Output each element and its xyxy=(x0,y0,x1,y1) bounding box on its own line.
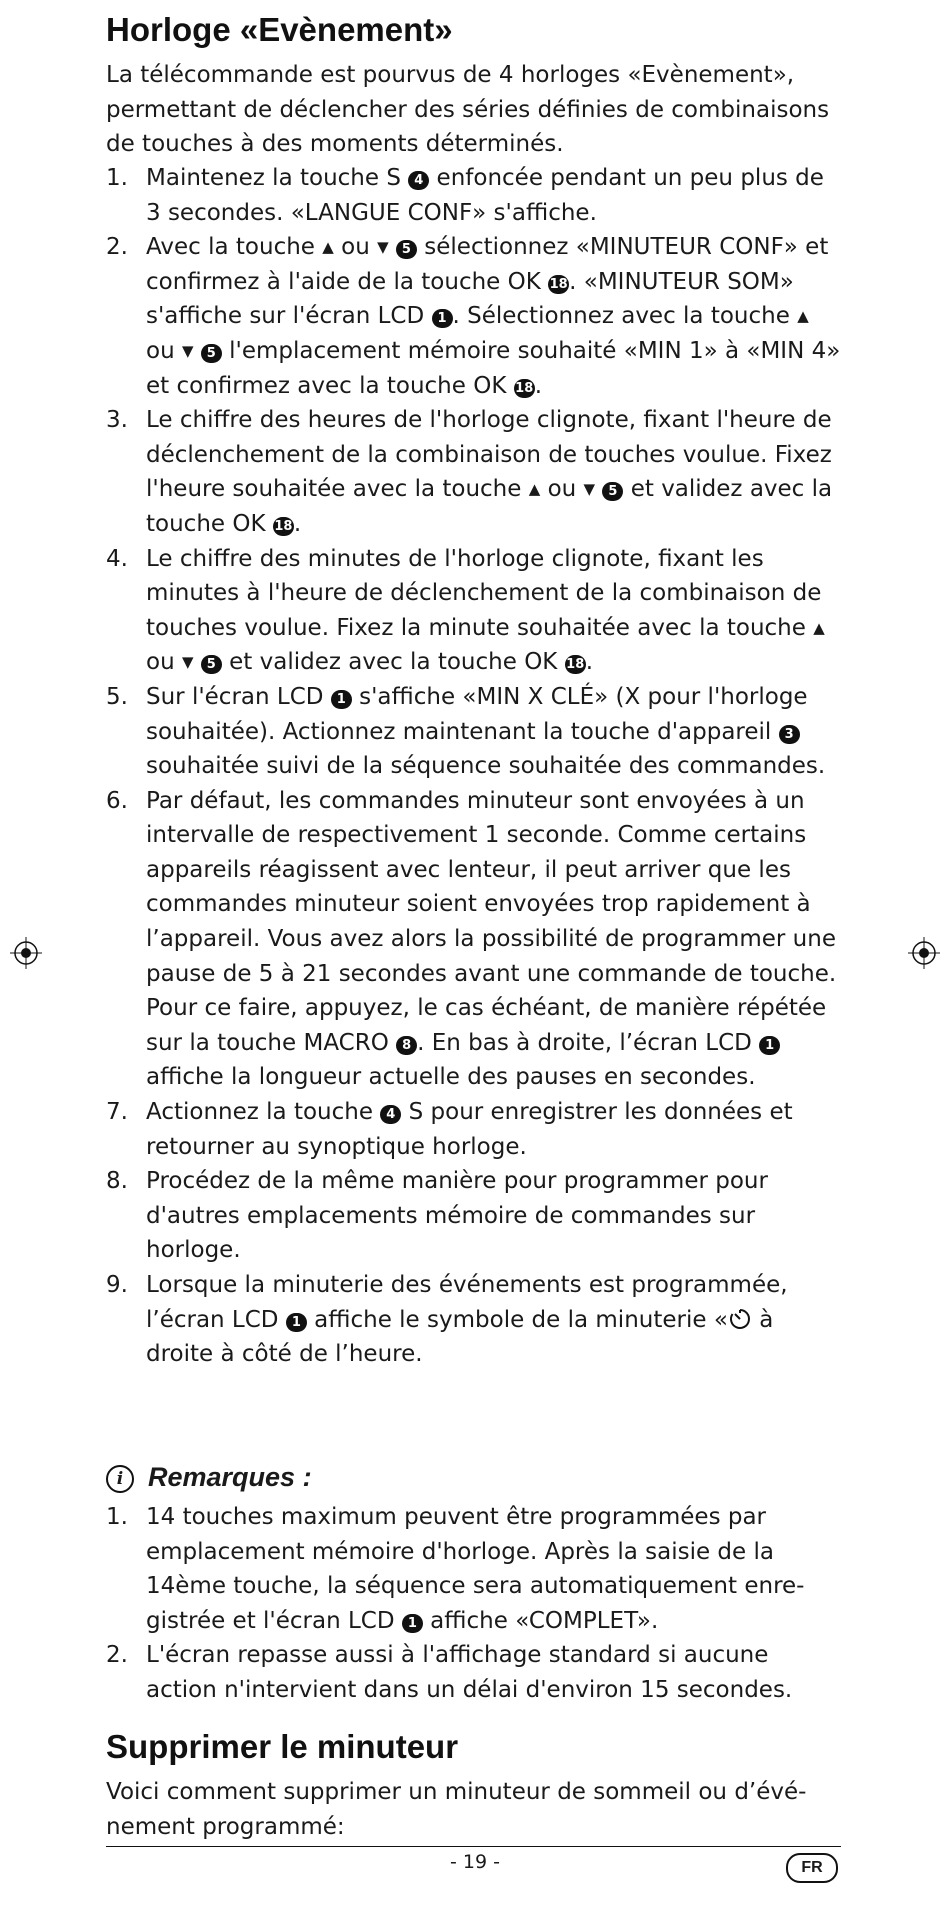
steps-number: 9. xyxy=(106,1272,128,1298)
steps-item xyxy=(106,1164,841,1268)
steps-number: 3. xyxy=(106,407,128,434)
callout-number-icon: 1 xyxy=(432,309,453,328)
steps-number: 1. xyxy=(106,165,128,191)
callout-number-icon: 5 xyxy=(602,482,623,501)
callout-number-icon: 18 xyxy=(566,657,585,673)
callout-number-icon: 1 xyxy=(331,690,352,709)
callout-number-icon: 5 xyxy=(396,240,417,259)
steps-text: Maintenez la touche S 4 enfoncée pendant un peu plus de 3 secondes. «LANGUE CONF» s'affiche. xyxy=(146,165,824,226)
steps-text: Le chiffre des heures de l'horloge clignote, fixant l'heure de déclenchement de la combinaison de touches voulue. Fixez l'heure souhaitée avec la touche ▲ ou ▼ 5 et validez avec la touche OK 18. xyxy=(146,407,833,537)
steps-item xyxy=(106,680,841,784)
steps-text: Le chiffre des minutes de l'horloge clignote, fixant les minutes à l'heure de déclenchement de la combinaison de touches voulue. Fixez la minute souhaitée avec la touche ▲ ou ▼ 5 et validez avec la touche OK 18. xyxy=(146,545,825,676)
arrow-up-icon: ▲ xyxy=(813,618,825,637)
steps-text: Lorsque la minuterie des événements est programmée, l’écran LCD 1 affiche le symbole de la minuterie « à droite à côté de l’heure. xyxy=(146,1272,788,1368)
remarks-heading xyxy=(106,1460,312,1494)
info-icon: i xyxy=(106,1465,134,1493)
steps-item xyxy=(106,1095,841,1164)
steps-item xyxy=(106,161,841,230)
arrow-up-icon: ▲ xyxy=(322,238,334,257)
notes-list xyxy=(106,1500,841,1708)
callout-number-icon: 5 xyxy=(201,655,222,674)
steps-number: 7. xyxy=(106,1099,128,1126)
arrow-down-icon: ▼ xyxy=(377,238,389,257)
steps-text: Procédez de la même manière pour programmer pour d'autres emplacements mémoire de commandes sur horloge. xyxy=(146,1168,768,1264)
section-title: Supprimer le minuteur xyxy=(106,1728,459,1765)
arrow-up-icon: ▲ xyxy=(528,480,541,499)
steps-number: 2. xyxy=(106,234,128,261)
arrow-down-icon: ▼ xyxy=(583,480,596,499)
intro-paragraph: La télécommande est pourvus de 4 horloges «Evènement», permettant de déclencher des séries définies de combinaisons de touches à des moments déterminés. xyxy=(106,62,830,158)
callout-number-icon: 18 xyxy=(274,518,293,534)
page-title: Horloge «Evènement» xyxy=(106,11,453,48)
steps-item xyxy=(106,542,841,680)
page-number: - 19 - xyxy=(450,1851,500,1873)
steps-item xyxy=(106,230,841,403)
callout-number-icon: 18 xyxy=(549,276,568,292)
steps-item xyxy=(106,784,841,1095)
arrow-down-icon: ▼ xyxy=(181,341,194,360)
steps-item xyxy=(106,403,841,541)
callout-number-icon: 1 xyxy=(759,1036,780,1055)
arrow-up-icon: ▲ xyxy=(797,307,809,326)
registration-mark-icon xyxy=(9,936,43,970)
notes-text: L'écran repasse aussi à l'affichage standard si aucune action n'intervient dans un délai d'environ 15 secondes. xyxy=(146,1642,793,1703)
callout-number-icon: 1 xyxy=(286,1313,307,1332)
steps-item xyxy=(106,1268,841,1372)
steps-list xyxy=(106,161,841,1372)
notes-number: 2. xyxy=(106,1642,128,1669)
steps-text: Avec la touche ▲ ou ▼ 5 sélectionnez «MINUTEUR CONF» et confirmez à l'aide de la touche OK 18. «MINUTEUR SOM» s'affiche sur l'écran LCD 1 . Sélectionnez avec la touche ▲ ou ▼ 5 l'emplacement mémoire souhaité «MIN 1» à «MIN 4» et confirmez avec la touche OK 18. xyxy=(146,234,841,399)
callout-number-icon: 5 xyxy=(201,344,222,363)
steps-text: Actionnez la touche 4 S pour enregistrer les données et retourner au synoptique horloge. xyxy=(146,1099,793,1160)
callout-number-icon: 8 xyxy=(396,1036,417,1055)
footer-rule xyxy=(106,1846,841,1847)
notes-text: 14 touches maximum peuvent être programmées par emplacement mémoire d'horloge. Après la saisie de la 14ème touche, la séquence sera automatiquement enregistrée et l'écran LCD 1 affiche «COMPLET». xyxy=(146,1504,805,1634)
callout-number-icon: 18 xyxy=(515,380,534,396)
callout-number-icon: 4 xyxy=(408,171,429,190)
remarks-label: Remarques : xyxy=(148,1462,312,1492)
notes-item xyxy=(106,1500,841,1638)
steps-number: 8. xyxy=(106,1168,128,1195)
arrow-down-icon: ▼ xyxy=(181,653,194,672)
steps-number: 5. xyxy=(106,683,128,710)
steps-number: 6. xyxy=(106,787,128,814)
language-badge: FR xyxy=(786,1853,838,1883)
registration-mark-icon xyxy=(907,936,941,970)
callout-number-icon: 3 xyxy=(779,725,800,744)
steps-text: Sur l'écran LCD 1 s'affiche «MIN X CLÉ» (X pour l'horloge souhaitée). Actionnez maintenant la touche d'appareil 3 souhaitée suivi de la séquence souhaitée des commandes. xyxy=(146,683,826,780)
callout-number-icon: 4 xyxy=(380,1105,401,1124)
steps-text: Par défaut, les commandes minuteur sont envoyées à un intervalle de respectivement 1 seconde. Comme certains appareils réagissent avec lenteur, il peut arriver que les commandes minuteur soient envoyées trop rapidement à l’appareil. Vous avez alors la possibilité de programmer une pause de 5 à 21 secondes avant une commande de touche. Pour ce faire, appuyez, le cas échéant, de manière répétée sur la touche MACRO 8 . En bas à droite, l’écran LCD 1 affiche la longueur actuelle des pauses en secondes. xyxy=(146,787,837,1091)
section-intro: Voici comment supprimer un minuteur de sommeil ou d’événement programmé: xyxy=(106,1779,807,1840)
timer-icon xyxy=(728,1307,752,1331)
callout-number-icon: 1 xyxy=(402,1614,423,1633)
steps-number: 4. xyxy=(106,545,128,572)
notes-item xyxy=(106,1638,841,1707)
notes-number: 1. xyxy=(106,1504,128,1530)
